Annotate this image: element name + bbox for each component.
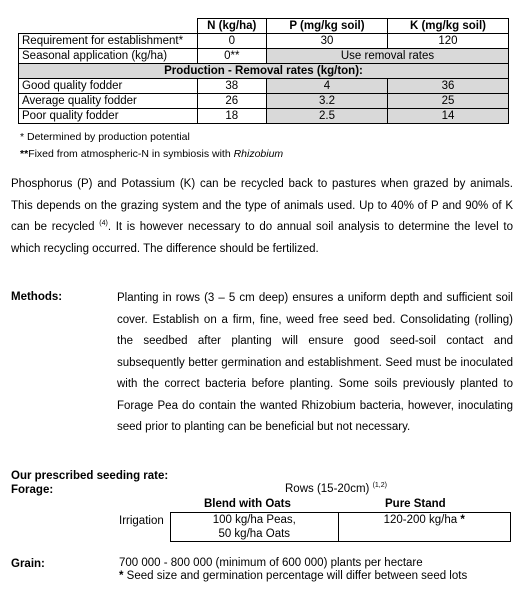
header-k: K (mg/kg soil) <box>387 19 508 34</box>
pure-mark: * <box>460 514 465 526</box>
footnote-fixation <box>20 148 283 160</box>
cell-n: 38 <box>197 79 266 94</box>
col-pure-header: Pure Stand <box>385 498 446 510</box>
footnote-production: * Determined by production potential <box>20 131 190 143</box>
cell-n: 18 <box>197 109 266 124</box>
cell-n <box>197 49 266 64</box>
grain-mark: * <box>119 570 124 582</box>
row-label: Requirement for establishment* <box>19 34 198 49</box>
col-blend-header: Blend with Oats <box>204 498 291 510</box>
header-n: N (kg/ha) <box>197 19 266 34</box>
rows-ref: (1,2) <box>372 482 387 490</box>
row-label: Good quality fodder <box>19 79 198 94</box>
table-row <box>19 94 509 109</box>
methods-label: Methods: <box>11 291 63 303</box>
table-row <box>19 49 509 64</box>
cell-p: 4 <box>267 79 388 94</box>
table-row <box>171 513 511 542</box>
recycling-paragraph <box>11 174 513 260</box>
header-p: P (mg/kg soil) <box>267 19 388 34</box>
pure-cell <box>338 513 511 542</box>
cell-p: 3.2 <box>267 94 388 109</box>
methods-text: Planting in rows (3 – 5 cm deep) ensures a uniform depth and sufficient soil cover. Establish on a firm, fine, weed free seed bed. Consolidating (rolling) the seedbed after planting will ensure good seed-soil contact and subsequently better germination and establishment. Seed must be inoculated with the correct bacteria before planting. Some soils previously planted to Forage Pea do contain the wanted Rhizobium bacteria, however, inoculating seed prior to planting can be beneficial but not necessary. <box>117 292 513 433</box>
paragraph-part2: . It is however necessary to do annual soil analysis to determine the level to which recycling occurred. The difference should be fertilized. <box>11 221 513 255</box>
cell-k: 36 <box>387 79 508 94</box>
cell-p: 2.5 <box>267 109 388 124</box>
footnote-italic: Rhizobium <box>233 148 284 160</box>
blend-line1: 100 kg/ha Peas, <box>212 514 296 526</box>
pure-value: 120-200 kg/ha <box>383 514 458 526</box>
seeding-title: Our prescribed seeding rate: <box>11 470 169 482</box>
footnote-text: Fixed from atmospheric-N in symbiosis with <box>28 148 234 160</box>
cell-k: 14 <box>387 109 508 124</box>
irrigation-label: Irrigation <box>119 515 164 527</box>
row-label: Poor quality fodder <box>19 109 198 124</box>
cell-pk: Use removal rates <box>267 49 509 64</box>
grain-line2 <box>119 570 467 582</box>
footnote-mark: ** <box>20 148 29 160</box>
table-subheader-row <box>19 64 509 79</box>
forage-label: Forage: <box>11 484 54 496</box>
table-header-row <box>19 19 509 34</box>
header-blank <box>19 19 198 34</box>
row-label: Seasonal application (kg/ha) <box>19 49 198 64</box>
blend-line2: 50 kg/ha Oats <box>218 528 291 540</box>
table-row <box>19 109 509 124</box>
paragraph-part1: Phosphorus (P) and Potassium (K) can be recycled back to pastures when grazed by animals. This depends on the grazing system and the type of animals used. Up to 40% of P and 90% of K can be recycled <box>11 178 513 233</box>
grain-label: Grain: <box>11 558 45 570</box>
nutrient-table <box>18 18 509 124</box>
paragraph-ref: (4) <box>99 220 108 228</box>
rows-label-text: Rows (15-20cm) <box>285 483 370 495</box>
grain-note: Seed size and germination percentage will differ between seed lots <box>123 570 468 582</box>
cell-n: 0 <box>197 34 266 49</box>
grain-line1: 700 000 - 800 000 (minimum of 600 000) plants per hectare <box>119 557 423 569</box>
cell-n: 26 <box>197 94 266 109</box>
seeding-table <box>170 512 511 542</box>
cell-p: 30 <box>267 34 388 49</box>
blend-cell <box>171 513 339 542</box>
cell-k: 120 <box>387 34 508 49</box>
cell-n-value: 0** <box>224 50 240 62</box>
rows-label <box>285 483 387 495</box>
table-row <box>19 34 509 49</box>
row-label: Average quality fodder <box>19 94 198 109</box>
removal-subheader: Production - Removal rates (kg/ton): <box>19 64 509 79</box>
cell-k: 25 <box>387 94 508 109</box>
table-row <box>19 79 509 94</box>
